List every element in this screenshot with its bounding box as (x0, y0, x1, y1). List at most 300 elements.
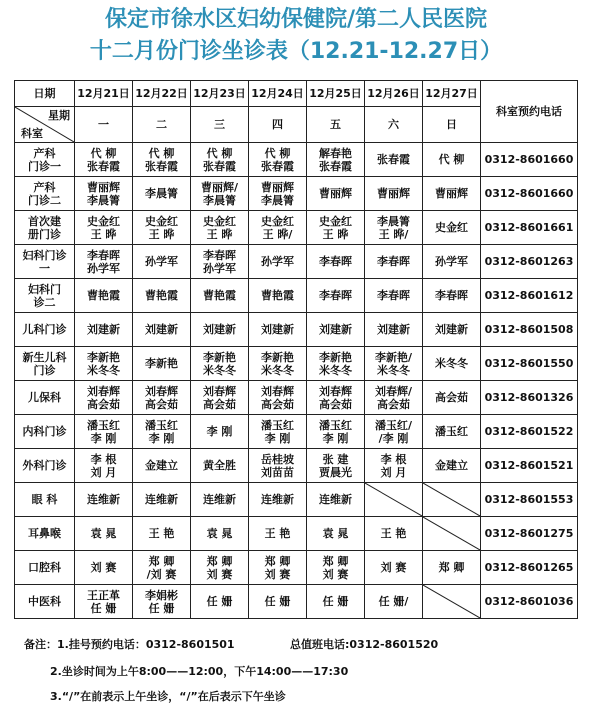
doctor-name: 李 刚 (264, 431, 291, 445)
empty-cell-diagonal (423, 483, 480, 516)
date-label: 日期 (15, 81, 75, 107)
doctor-cell (307, 143, 365, 177)
schedule-row (15, 517, 578, 551)
doctor-name: 刘春辉 (261, 384, 294, 398)
dept-name-line: 妇科门 (28, 282, 61, 296)
doctor-name: 李新艳 (261, 350, 294, 364)
dept-phone: 0312-8601522 (481, 415, 578, 449)
doctor-name: 米冬冬 (319, 363, 352, 377)
doctor-cell (423, 381, 481, 415)
header-corner-cell (15, 107, 75, 143)
doctor-name: 刘建新 (87, 323, 120, 336)
schedule-row (15, 279, 578, 313)
doctor-name: 高会茹 (203, 397, 236, 411)
doctor-cell (133, 347, 191, 381)
doctor-cell (423, 517, 481, 551)
doctor-name: 刘春辉 (203, 384, 236, 398)
dept-name-line: 产科 (33, 146, 56, 160)
doctor-name: 李春晖 (377, 255, 410, 268)
note-booking-phone: 备注：1.挂号预约电话：0312-8601501 (24, 638, 235, 651)
doctor-cell (307, 551, 365, 585)
doctor-cell (133, 551, 191, 585)
doctor-name: 李 根 (380, 452, 407, 466)
doctor-name: 高会茹 (377, 397, 410, 411)
doctor-name: 曹艳霞 (203, 289, 236, 302)
doctor-cell (423, 483, 481, 517)
dept-name-line: 口腔科 (28, 561, 61, 574)
schedule-row (15, 347, 578, 381)
doctor-name: 孙学军 (261, 255, 294, 268)
doctor-cell (307, 245, 365, 279)
doctor-cell (249, 449, 307, 483)
schedule-row (15, 177, 578, 211)
doctor-name: 高会茹 (261, 397, 294, 411)
doctor-cell (75, 381, 133, 415)
schedule-row (15, 245, 578, 279)
doctor-cell (75, 313, 133, 347)
weekday-cell: 五 (307, 107, 365, 143)
doctor-cell (365, 143, 423, 177)
doctor-name: 张春霞 (203, 159, 236, 173)
doctor-name: 王 艳 (264, 527, 291, 540)
doctor-name: 曹艳霞 (261, 289, 294, 302)
doctor-name: 史金红 (435, 221, 468, 234)
doctor-name: 史金红 (319, 214, 352, 228)
doctor-name: 刘 赛 (206, 567, 233, 581)
dept-name-line: 门诊一 (28, 159, 61, 173)
doctor-name: 连维新 (145, 493, 178, 506)
doctor-name: 孙学军 (145, 255, 178, 268)
doctor-cell (75, 143, 133, 177)
doctor-name: 袁 晁 (90, 527, 117, 540)
doctor-cell (249, 245, 307, 279)
dept-name-line: 内科门诊 (22, 425, 67, 438)
doctor-name: 曹丽辉 (319, 187, 352, 200)
doctor-name: 连维新 (203, 493, 236, 506)
doctor-name: 潘玉红 (435, 425, 468, 438)
doctor-cell (133, 211, 191, 245)
doctor-name: 金建立 (435, 459, 468, 472)
doctor-name: 王 艳 (148, 527, 175, 540)
dept-cell (15, 211, 75, 245)
dept-cell (15, 177, 75, 211)
schedule-table (14, 80, 578, 619)
doctor-name: 李娟彬 (145, 588, 178, 602)
schedule-row (15, 415, 578, 449)
schedule-row (15, 449, 578, 483)
date-header-cell: 12月23日 (191, 81, 249, 107)
doctor-name: 李春晖 (319, 289, 352, 302)
dept-cell (15, 585, 75, 619)
doctor-cell (75, 211, 133, 245)
doctor-name: 李 刚 (206, 425, 233, 438)
doctor-name: 张春霞 (87, 159, 120, 173)
doctor-name: 高会茹 (319, 397, 352, 411)
dept-cell (15, 347, 75, 381)
doctor-cell (365, 177, 423, 211)
note-3: 3.“/”在前表示上午坐诊，“/”在后表示下午坐诊 (50, 690, 286, 703)
doctor-cell (423, 313, 481, 347)
dept-name-line: 产科 (33, 180, 56, 194)
doctor-name: 金建立 (145, 459, 178, 472)
doctor-cell (307, 415, 365, 449)
doctor-cell (133, 449, 191, 483)
dept-phone: 0312-8601275 (481, 517, 578, 551)
doctor-name: 刘建新 (261, 323, 294, 336)
dept-phone: 0312-8601553 (481, 483, 578, 517)
doctor-cell (365, 517, 423, 551)
date-header-cell: 12月26日 (365, 81, 423, 107)
doctor-cell (133, 381, 191, 415)
doctor-name: 曹丽辉/ (200, 180, 239, 194)
dept-name-line: 眼 科 (31, 493, 58, 506)
doctor-name: 刘春辉 (87, 384, 120, 398)
doctor-cell (249, 415, 307, 449)
doctor-cell (191, 381, 249, 415)
doctor-name: 米冬冬 (377, 363, 410, 377)
doctor-name: 贾晨光 (319, 465, 352, 479)
doctor-name: 刘春辉 (145, 384, 178, 398)
doctor-name: 刘建新 (377, 323, 410, 336)
doctor-cell (191, 177, 249, 211)
date-header-cell: 12月25日 (307, 81, 365, 107)
doctor-cell (191, 211, 249, 245)
doctor-cell (423, 211, 481, 245)
doctor-name: 刘 月 (90, 465, 117, 479)
weekday-cell: 三 (191, 107, 249, 143)
doctor-name: 孙学军 (435, 255, 468, 268)
doctor-name: 岳桂坡 (261, 452, 294, 466)
doctor-name: 代 柳 (438, 153, 465, 166)
doctor-cell (423, 177, 481, 211)
doctor-cell (249, 381, 307, 415)
doctor-cell (307, 449, 365, 483)
dept-name-line: 外科门诊 (22, 459, 67, 472)
dept-name-line: 一 (39, 261, 50, 275)
schedule-row (15, 585, 578, 619)
doctor-name: 连维新 (319, 493, 352, 506)
doctor-name: 王 晔/ (378, 227, 409, 241)
doctor-name: 任 姗 (148, 601, 175, 615)
dept-name-line: 门诊 (33, 363, 56, 377)
doctor-cell (307, 585, 365, 619)
doctor-name: 王 晔 (90, 227, 117, 241)
doctor-cell (75, 245, 133, 279)
doctor-name: 王正革 (87, 588, 120, 602)
doctor-name: 李 刚 (90, 431, 117, 445)
doctor-name: 任 姗 (90, 601, 117, 615)
doctor-cell (365, 279, 423, 313)
date-header-cell: 12月21日 (75, 81, 133, 107)
doctor-cell (423, 347, 481, 381)
doctor-name: 代 柳 (90, 146, 117, 160)
dept-phone: 0312-8601612 (481, 279, 578, 313)
weekday-cell: 一 (75, 107, 133, 143)
dept-phone: 0312-8601508 (481, 313, 578, 347)
doctor-cell (307, 211, 365, 245)
doctor-cell (365, 483, 423, 517)
doctor-name: 王 晔 (206, 227, 233, 241)
dept-cell (15, 517, 75, 551)
doctor-name: 潘玉红 (145, 418, 178, 432)
doctor-cell (75, 483, 133, 517)
dept-phone: 0312-8601036 (481, 585, 578, 619)
doctor-name: 刘春辉/ (374, 384, 413, 398)
doctor-name: 郑 卿 (438, 561, 465, 574)
doctor-cell (75, 517, 133, 551)
doctor-name: 李 刚 (322, 431, 349, 445)
dept-cell (15, 483, 75, 517)
doctor-name: 张春霞 (319, 159, 352, 173)
doctor-cell (423, 245, 481, 279)
doctor-name: 黄全胜 (203, 459, 236, 472)
doctor-name: /刘 赛 (146, 567, 177, 581)
doctor-name: 刘建新 (145, 323, 178, 336)
doctor-name: 高会茹 (87, 397, 120, 411)
dept-cell (15, 245, 75, 279)
doctor-cell (133, 483, 191, 517)
doctor-cell (249, 143, 307, 177)
doctor-cell (133, 245, 191, 279)
doctor-cell (133, 415, 191, 449)
weekday-cell: 日 (423, 107, 481, 143)
dept-name-line: 新生儿科 (22, 350, 67, 364)
doctor-cell (307, 177, 365, 211)
doctor-cell (249, 177, 307, 211)
doctor-cell (191, 415, 249, 449)
doctor-name: 史金红 (203, 214, 236, 228)
dept-name-line: 首次建 (28, 214, 61, 228)
doctor-name: 代 柳 (148, 146, 175, 160)
doctor-name: 潘玉红 (87, 418, 120, 432)
doctor-name: 刘建新 (203, 323, 236, 336)
doctor-name: 孙学军 (203, 261, 236, 275)
doctor-name: 潘玉红 (261, 418, 294, 432)
doctor-cell (365, 585, 423, 619)
doctor-cell (133, 517, 191, 551)
date-header-cell: 12月22日 (133, 81, 191, 107)
doctor-cell (307, 517, 365, 551)
doctor-name: 潘玉红 (319, 418, 352, 432)
doctor-name: 刘 赛 (322, 567, 349, 581)
doctor-name: 代 柳 (264, 146, 291, 160)
doctor-name: 郑 卿 (264, 554, 291, 568)
doctor-cell (191, 347, 249, 381)
doctor-name: 史金红 (145, 214, 178, 228)
doctor-name: 李晨箐 (87, 193, 120, 207)
date-header-row (15, 81, 578, 107)
doctor-cell (365, 313, 423, 347)
doctor-name: 解春艳 (319, 146, 352, 160)
schedule-row (15, 143, 578, 177)
doctor-cell (191, 313, 249, 347)
doctor-name: 郑 卿 (322, 554, 349, 568)
doctor-cell (191, 483, 249, 517)
doctor-name: 任 姗 (322, 595, 349, 608)
doctor-cell (191, 245, 249, 279)
doctor-name: 郑 卿 (206, 554, 233, 568)
dept-phone: 0312-8601661 (481, 211, 578, 245)
dept-phone: 0312-8601263 (481, 245, 578, 279)
doctor-name: 张春霞 (377, 153, 410, 166)
doctor-name: 张 建 (322, 452, 349, 466)
doctor-name: 王 晔 (322, 227, 349, 241)
doctor-cell (75, 177, 133, 211)
doctor-name: 李新艳 (203, 350, 236, 364)
doctor-cell (365, 449, 423, 483)
doctor-cell (133, 143, 191, 177)
doctor-name: 王 晔/ (262, 227, 293, 241)
doctor-name: 代 柳 (206, 146, 233, 160)
doctor-name: 刘苗苗 (261, 465, 294, 479)
doctor-cell (191, 551, 249, 585)
doctor-name: 李 根 (90, 452, 117, 466)
doctor-cell (75, 551, 133, 585)
doctor-name: 李晨箐 (203, 193, 236, 207)
doctor-name: 李新艳 (87, 350, 120, 364)
doctor-cell (365, 381, 423, 415)
dept-phone: 0312-8601660 (481, 177, 578, 211)
note-2: 2.坐诊时间为上午8:00——12:00，下午14:00——17:30 (50, 665, 349, 678)
dept-name-line: 中医科 (28, 595, 61, 608)
doctor-name: 李春晖 (377, 289, 410, 302)
dept-name-line: 诊二 (33, 295, 56, 309)
doctor-name: 连维新 (261, 493, 294, 506)
doctor-name: 刘 赛 (90, 561, 117, 574)
doctor-name: 米冬冬 (435, 357, 468, 370)
doctor-name: 刘春辉 (319, 384, 352, 398)
dept-cell (15, 313, 75, 347)
doctor-cell (365, 347, 423, 381)
doctor-name: 王 艳 (380, 527, 407, 540)
doctor-cell (307, 381, 365, 415)
doctor-name: 李晨箐 (145, 187, 178, 200)
doctor-cell (249, 347, 307, 381)
dept-name-line: 儿保科 (28, 391, 61, 404)
page-title: 保定市徐水区妇幼保健院/第二人民医院 (104, 7, 488, 32)
doctor-name: 刘建新 (319, 323, 352, 336)
dept-cell (15, 381, 75, 415)
doctor-name: 曹艳霞 (145, 289, 178, 302)
dept-name-line: 门诊二 (28, 193, 61, 207)
dept-phone: 0312-8601265 (481, 551, 578, 585)
doctor-name: 刘 赛 (380, 561, 407, 574)
weekday-cell: 四 (249, 107, 307, 143)
doctor-name: 史金红 (261, 214, 294, 228)
doctor-name: 袁 晁 (322, 527, 349, 540)
doctor-cell (249, 551, 307, 585)
dept-name-line: 耳鼻喉 (28, 527, 61, 540)
doctor-name: 曹丽辉 (261, 180, 294, 194)
dept-cell (15, 551, 75, 585)
dept-name-line: 妇科门诊 (22, 248, 67, 262)
doctor-name: 曹丽辉 (87, 180, 120, 194)
doctor-cell (75, 449, 133, 483)
schedule-row (15, 381, 578, 415)
doctor-cell (133, 279, 191, 313)
doctor-cell (249, 211, 307, 245)
page-subtitle: 十二月份门诊坐诊表（12.21-12.27日） (89, 39, 503, 64)
doctor-cell (191, 585, 249, 619)
doctor-name: 刘 赛 (264, 567, 291, 581)
doctor-name: 连维新 (87, 493, 120, 506)
doctor-cell (75, 347, 133, 381)
doctor-name: 李 刚 (148, 431, 175, 445)
doctor-cell (249, 585, 307, 619)
doctor-cell (249, 279, 307, 313)
doctor-name: 孙学军 (87, 261, 120, 275)
doctor-cell (249, 313, 307, 347)
date-header-cell: 12月27日 (423, 81, 481, 107)
doctor-name: 任 姗 (206, 595, 233, 608)
doctor-name: /李 刚 (378, 431, 409, 445)
doctor-name: 曹艳霞 (87, 289, 120, 302)
doctor-name: 李新艳 (145, 357, 178, 370)
dept-phone: 0312-8601660 (481, 143, 578, 177)
doctor-cell (365, 211, 423, 245)
weekday-cell: 六 (365, 107, 423, 143)
doctor-name: 高会茹 (145, 397, 178, 411)
dept-phone: 0312-8601326 (481, 381, 578, 415)
doctor-cell (191, 279, 249, 313)
doctor-name: 米冬冬 (87, 363, 120, 377)
doctor-name: 潘玉红/ (374, 418, 413, 432)
doctor-name: 郑 卿 (148, 554, 175, 568)
doctor-name: 李新艳/ (374, 350, 413, 364)
note-duty-phone: 总值班电话:0312-8601520 (290, 638, 439, 651)
doctor-name: 米冬冬 (203, 363, 236, 377)
schedule-row (15, 313, 578, 347)
doctor-name: 李春晖 (203, 248, 236, 262)
doctor-name: 刘 月 (380, 465, 407, 479)
weekday-cell: 二 (133, 107, 191, 143)
note-1 (24, 636, 439, 652)
doctor-name: 任 姗/ (378, 595, 409, 608)
empty-cell-diagonal (423, 585, 480, 618)
dept-cell (15, 279, 75, 313)
doctor-cell (191, 143, 249, 177)
dept-name-line: 册门诊 (28, 227, 61, 241)
dept-phone: 0312-8601521 (481, 449, 578, 483)
doctor-cell (133, 313, 191, 347)
doctor-name: 李春晖 (87, 248, 120, 262)
empty-cell-diagonal (423, 517, 480, 550)
schedule-row (15, 211, 578, 245)
doctor-name: 王 晔 (148, 227, 175, 241)
doctor-name: 任 姗 (264, 595, 291, 608)
doctor-cell (307, 347, 365, 381)
doctor-name: 曹丽辉 (435, 187, 468, 200)
doctor-name: 曹丽辉 (377, 187, 410, 200)
doctor-cell (307, 313, 365, 347)
doctor-cell (365, 551, 423, 585)
doctor-cell (423, 143, 481, 177)
doctor-cell (191, 517, 249, 551)
doctor-cell (133, 177, 191, 211)
doctor-name: 高会茹 (435, 391, 468, 404)
dept-phone: 0312-8601550 (481, 347, 578, 381)
doctor-name: 史金红 (87, 214, 120, 228)
doctor-cell (423, 279, 481, 313)
doctor-name: 李晨箐 (377, 214, 410, 228)
doctor-cell (75, 415, 133, 449)
doctor-name: 李春晖 (435, 289, 468, 302)
dept-cell (15, 449, 75, 483)
doctor-cell (365, 415, 423, 449)
doctor-cell (75, 585, 133, 619)
doctor-cell (191, 449, 249, 483)
doctor-cell (423, 449, 481, 483)
